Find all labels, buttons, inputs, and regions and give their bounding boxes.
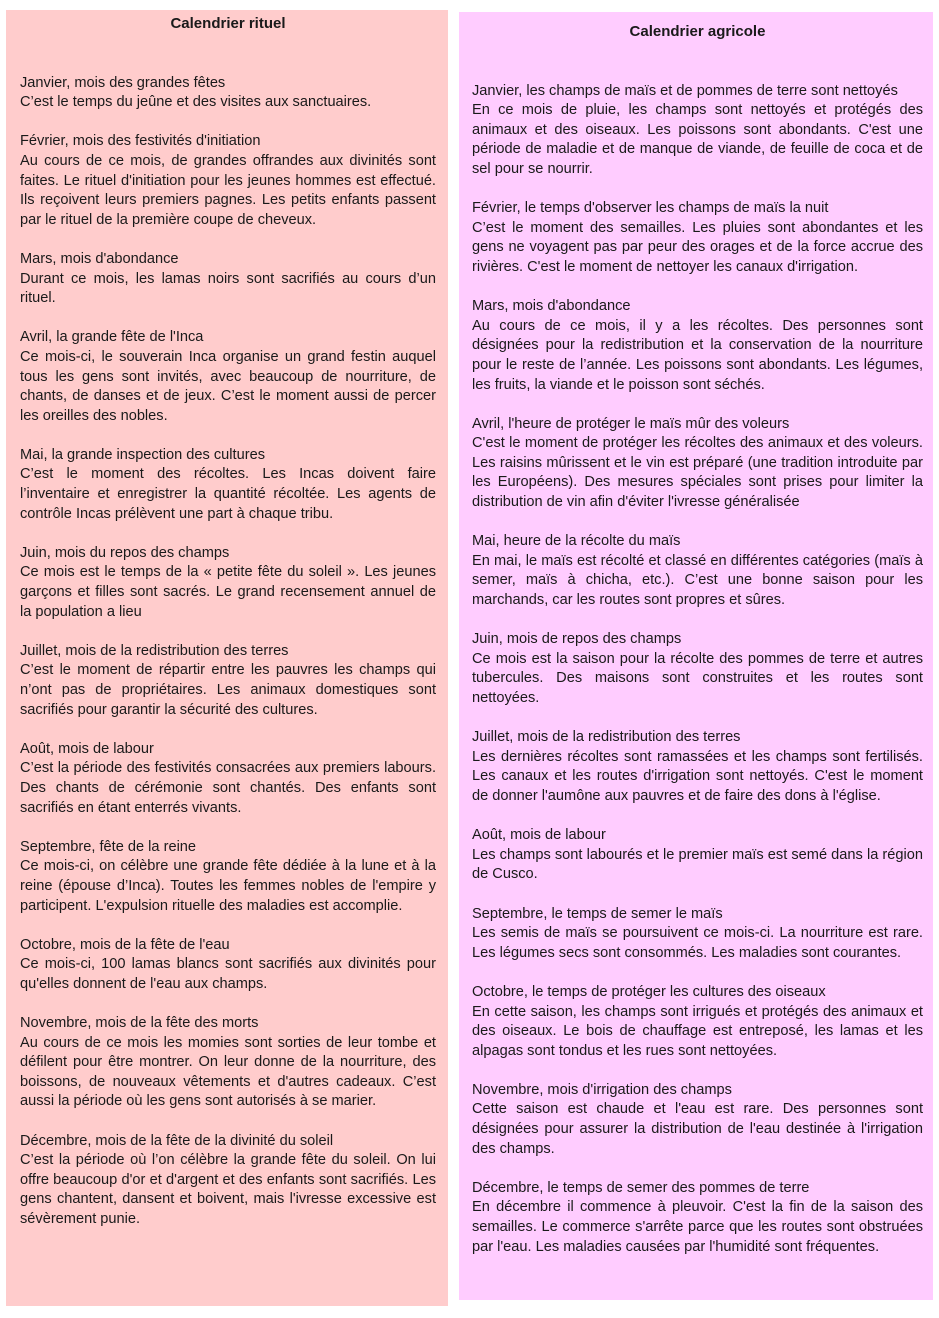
agricultural-entry bbox=[472, 983, 923, 1061]
entry-body: Ce mois-ci, le souverain Inca organise un grand festin auquel tous les gens sont invités, avec beaucoup de nourriture, de chants, de danses et de jeux. C’est le moment aussi de percer les oreilles des nobles. bbox=[20, 348, 436, 424]
agricultural-calendar-title: Calendrier agricole bbox=[629, 23, 766, 40]
entry-body: Au cours de ce mois, de grandes offrandes aux divinités sont faites. Le rituel d'initiation pour les jeunes hommes est effectué. Ils reçoivent leurs premiers pagnes. Les petits enfants passent par le rituel de la première coupe de cheveux. bbox=[20, 152, 436, 228]
agricultural-entry bbox=[472, 532, 923, 610]
entry-body: C’est la période où l’on célèbre la grande fête du soleil. On lui offre beaucoup d'or et d'argent et des enfants sont sacrifiés. Les gens chantent, dansent et boivent, mais l'ivresse excessive est sévèrement punie. bbox=[20, 1152, 436, 1228]
ritual-entry bbox=[20, 936, 436, 995]
entry-heading: Juin, mois de repos des champs bbox=[472, 631, 682, 648]
entry-body: Ce mois est le temps de la « petite fête du soleil ». Les jeunes garçons et filles sont sacrés. Le grand recensement annuel de la population a lieu bbox=[20, 564, 436, 620]
agricultural-entry bbox=[472, 82, 923, 180]
agricultural-entry bbox=[472, 1081, 923, 1159]
entry-body: Les semis de maïs se poursuivent ce mois-ci. La nourriture est rare. Les légumes secs sont consommés. Les maladies sont courantes. bbox=[472, 925, 923, 961]
entry-body: Les champs sont labourés et le premier maïs est semé dans la région de Cusco. bbox=[472, 846, 923, 883]
ritual-entry bbox=[20, 1132, 436, 1230]
entry-body: En décembre il commence à pleuvoir. C'est la fin de la saison des semailles. Le commerce s'arrête parce que les routes sont obstruées par l'eau. Les maladies causées par l'humidité sont fréquentes. bbox=[472, 1199, 923, 1255]
entry-heading: Avril, la grande fête de l'Inca bbox=[20, 329, 204, 346]
ritual-entry bbox=[20, 446, 436, 524]
ritual-entry bbox=[20, 74, 436, 113]
entry-heading: Mai, heure de la récolte du maïs bbox=[472, 533, 681, 550]
entry-heading: Septembre, fête de la reine bbox=[20, 838, 197, 855]
agricultural-entry bbox=[472, 1179, 923, 1257]
entry-heading: Juillet, mois de la redistribution des terres bbox=[472, 729, 741, 746]
entry-heading: Janvier, mois des grandes fêtes bbox=[20, 74, 226, 91]
entry-heading: Août, mois de labour bbox=[20, 740, 154, 757]
entry-heading: Mai, la grande inspection des cultures bbox=[20, 446, 265, 463]
entry-heading: Avril, l'heure de protéger le maïs mûr des voleurs bbox=[472, 415, 790, 432]
entry-heading: Février, mois des festivités d'initiation bbox=[20, 133, 261, 150]
entry-body: C’est la période des festivités consacrées aux premiers labours. Des chants de cérémonie sont chantés. Des enfants sont sacrifiés en étant enterrés vivants. bbox=[20, 760, 436, 816]
agricultural-entry bbox=[472, 415, 923, 513]
entry-heading: Janvier, les champs de maïs et de pommes de terre sont nettoyés bbox=[472, 82, 898, 99]
ritual-entry bbox=[20, 250, 436, 309]
entry-body: C'est le moment de protéger les récoltes des animaux et des voleurs. Les raisins mûrissent et le vin est préparé (une tradition introduite par les Européens). Des mesures spéciales sont prises pour limiter la distribution de vin afin d'éviter l'ivresse généralisée bbox=[472, 435, 923, 511]
agricultural-entry bbox=[472, 905, 923, 964]
agricultural-entry bbox=[472, 630, 923, 708]
ritual-entry bbox=[20, 132, 436, 230]
entry-heading: Décembre, mois de la fête de la divinité du soleil bbox=[20, 1132, 334, 1149]
ritual-entry bbox=[20, 642, 436, 720]
ritual-entry bbox=[20, 740, 436, 818]
agricultural-entry bbox=[472, 728, 923, 806]
ritual-entry bbox=[20, 544, 436, 622]
entry-body: Cette saison est chaude et l'eau est rare. Des personnes sont désignées pour assurer la distribution de l'eau destinée à l'irrigation des champs. bbox=[472, 1101, 923, 1157]
entry-body: C’est le moment des récoltes. Les Incas doivent faire l’inventaire et enregistrer la quantité récoltée. Les agents de contrôle Incas prélèvent une part à chaque tribu. bbox=[20, 466, 436, 522]
entry-heading: Août, mois de labour bbox=[472, 827, 606, 844]
entry-body: C’est le moment des semailles. Les pluies sont abondantes et les gens ne voyagent pas par peur des orages et de la force accrue des rivières. C'est le moment de nettoyer les canaux d'irrigation. bbox=[472, 219, 923, 275]
entry-heading: Juillet, mois de la redistribution des terres bbox=[20, 642, 289, 659]
ritual-entry bbox=[20, 1014, 436, 1112]
entry-body: C’est le temps du jeûne et des visites aux sanctuaires. bbox=[20, 94, 372, 111]
agricultural-entry bbox=[472, 297, 923, 395]
entry-body: Ce mois-ci, on célèbre une grande fête dédiée à la lune et à la reine (épouse d’Inca). Toutes les femmes nobles de l'empire y participent. L'expulsion rituelle des maladies est accomplie. bbox=[20, 858, 436, 914]
entry-body: En cette saison, les champs sont irrigués et protégés des animaux et des oiseaux. Le bois de chauffage est entreposé, les lamas et les alpagas sont tondus et les rues sont nettoyées. bbox=[472, 1003, 923, 1059]
entry-heading: Novembre, mois d'irrigation des champs bbox=[472, 1081, 732, 1098]
entry-body: C’est le moment de répartir entre les pauvres les champs qui n’ont pas de propriétaires. Les animaux domestiques sont sacrifiés pour garantir la sécurité des cultures. bbox=[20, 662, 436, 718]
ritual-entry bbox=[20, 838, 436, 916]
ritual-calendar-title: Calendrier rituel bbox=[170, 15, 286, 32]
entry-body: En mai, le maïs est récolté et classé en différentes catégories (maïs à semer, maïs à chicha, etc.). C’est une bonne saison pour les marchands, car les routes sont propres et sûres. bbox=[472, 552, 923, 609]
entry-body: Ce mois est la saison pour la récolte des pommes de terre et autres tubercules. Des maisons sont construites et les routes sont nettoyées. bbox=[472, 650, 923, 706]
entry-body: Au cours de ce mois, il y a les récoltes. Des personnes sont désignées pour la redistribution et la conservation de la nourriture pour le reste de l’année. Les poissons sont abondants. Les légumes, les fruits, la viande et le poisson sont séchés. bbox=[472, 317, 923, 393]
entry-body: En ce mois de pluie, les champs sont nettoyés et protégés des animaux et des oiseaux. Les poissons sont abondants. C'est une période de maladie et de manque de viande, de feuille de coca et de sel pour se nourrir. bbox=[472, 102, 923, 177]
entry-heading: Mars, mois d'abondance bbox=[20, 250, 179, 267]
entry-heading: Octobre, le temps de protéger les cultures des oiseaux bbox=[472, 983, 826, 1000]
entry-heading: Novembre, mois de la fête des morts bbox=[20, 1015, 259, 1032]
entry-body: Durant ce mois, les lamas noirs sont sacrifiés au cours d’un rituel. bbox=[20, 270, 436, 307]
agricultural-entries-list bbox=[472, 82, 923, 1258]
ritual-calendar-column bbox=[6, 10, 448, 1306]
entry-body: Les dernières récoltes sont ramassées et les champs sont fertilisés. Les canaux et les routes d'irrigation sont nettoyés. C'est le moment de donner l'aumône aux pauvres et de faire des dons à l'église. bbox=[472, 748, 923, 804]
entry-heading: Décembre, le temps de semer des pommes de terre bbox=[472, 1179, 810, 1196]
ritual-entries-list bbox=[20, 74, 436, 1230]
entry-heading: Mars, mois d'abondance bbox=[472, 298, 631, 315]
agricultural-entry bbox=[472, 826, 923, 885]
agricultural-entry bbox=[472, 199, 923, 277]
entry-heading: Septembre, le temps de semer le maïs bbox=[472, 905, 723, 922]
agricultural-calendar-column bbox=[459, 12, 933, 1300]
entry-heading: Octobre, mois de la fête de l'eau bbox=[20, 936, 230, 953]
entry-heading: Février, le temps d'observer les champs de maïs la nuit bbox=[472, 200, 829, 217]
entry-heading: Juin, mois du repos des champs bbox=[20, 544, 230, 561]
ritual-entry bbox=[20, 328, 436, 426]
entry-body: Ce mois-ci, 100 lamas blancs sont sacrifiés aux divinités pour qu'elles donnent de l'eau aux champs. bbox=[20, 956, 436, 992]
entry-body: Au cours de ce mois les momies sont sorties de leur tombe et défilent pour être montrer. On leur donne de la nourriture, des boissons, de nouveaux vêtements et d'autres cadeaux. C’est aussi la période où les gens sont autorisés à se marier. bbox=[20, 1034, 436, 1110]
